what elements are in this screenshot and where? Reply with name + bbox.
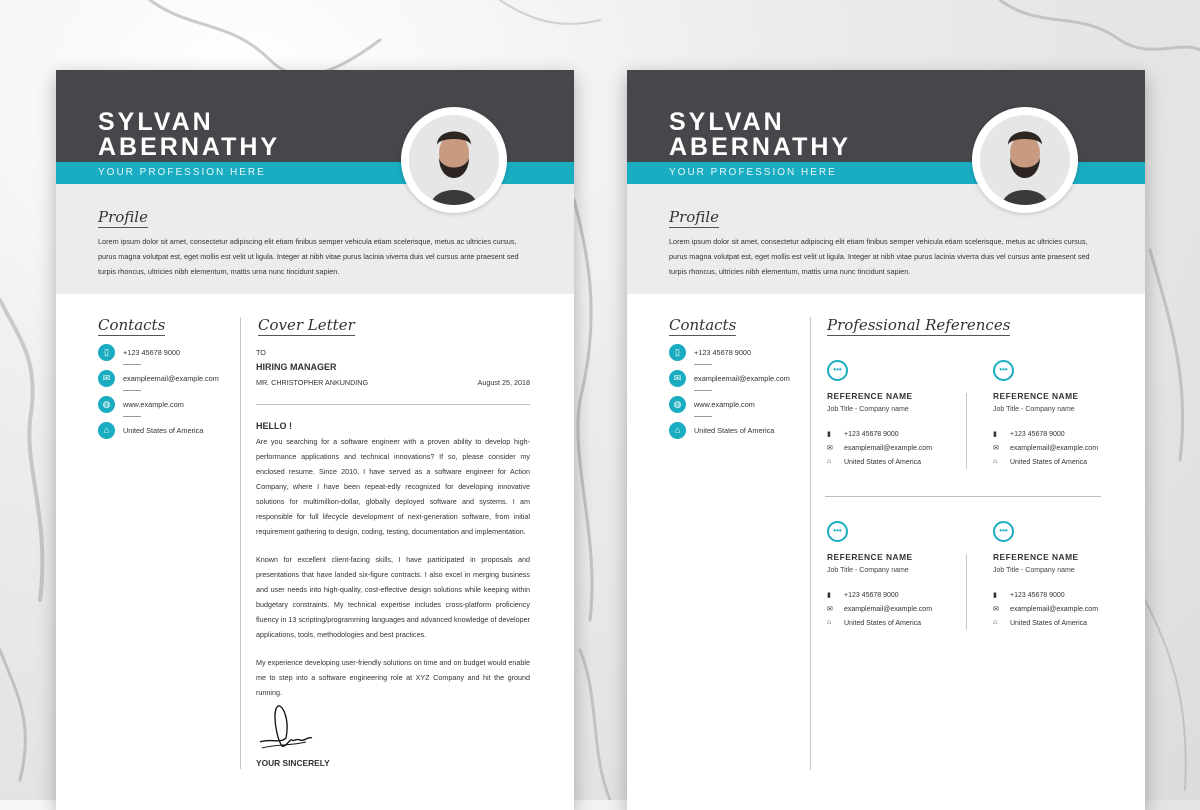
contact-phone-text: +123 45678 9000 [694,348,752,357]
chat-bubble-icon: ••• [827,360,848,381]
reference-name: REFERENCE NAME [993,391,1079,401]
candidate-name [98,110,280,160]
reference-address: ⌂ United States of America [827,619,922,627]
contacts-heading: Contacts [669,316,737,334]
first-name: SYLVAN [669,108,785,136]
profession-title: YOUR PROFESSION HERE [669,167,837,178]
contact-website [98,396,228,422]
chat-bubble-icon: ••• [993,521,1014,542]
chat-bubble-icon: ••• [827,521,848,542]
reference-job: Job Title - Company name [827,567,909,574]
letter-paragraph-3: My experience developing user-friendly solutions on time and on budget would enable me to step into a software engineering role at XYZ Company and hit the ground running. [256,658,530,697]
contact-website [669,396,799,422]
avatar [401,107,507,213]
contact-email-text: exampleemail@example.com [694,374,790,383]
contact-address [669,422,799,448]
profession-title: YOUR PROFESSION HERE [98,167,266,178]
contact-email [669,370,799,396]
divider [694,390,712,391]
portrait-photo [409,115,499,205]
contacts-heading: Contacts [98,316,166,334]
divider [694,416,712,417]
signature [256,698,316,754]
reference-phone: ▮ +123 45678 9000 [993,431,1065,438]
greeting: HELLO ! [256,421,292,431]
letter-paragraph-2: Known for excellent client-facing skills, I have participated in proposals and presentations that have landed six-figure contracts. I also excel in merging business and user needs into high-quality, cost-effective design solutions while keeping within budgetary constraints. My technical expertise includes cross-platform proficiency fluency in 13 scripting/programming languages and advanced knowledge of developer applications, tools, methodologies and best practices. [256,555,530,639]
reference-address: ⌂ United States of America [993,619,1088,627]
reference-card [993,521,1133,632]
profile-heading: Profile [669,208,719,226]
cover-letter-heading: Cover Letter [258,316,355,334]
globe-icon: ◍ [669,396,686,413]
phone-icon: ▮ [993,592,997,599]
phone-icon: ▮ [827,431,831,438]
recipient-title: HIRING MANAGER [256,362,337,372]
reference-job: Job Title - Company name [993,567,1075,574]
chat-bubble-icon: ••• [993,360,1014,381]
reference-address: ⌂ United States of America [993,458,1088,466]
last-name: ABERNATHY [669,133,852,161]
contact-website-text: www.example.com [694,400,755,409]
last-name: ABERNATHY [98,133,281,161]
letter-paragraph-1: Are you searching for a software engineer with a proven ability to develop high-performance applications and technical innovations? If so, please consider my enclosed resume. Since 2010, I have served as a software engineer for Action Company, where I have been repeat-edly recognized for developing innovative solutions for multimillion-dollar, globally deployed software and systems. I am responsible for full lifecycle development of next-generation software, from initial requirement gathering to design, coding, testing, documentation and implementation. [256,437,530,536]
reference-name: REFERENCE NAME [827,552,913,562]
reference-email: ✉ examplemail@example.com [993,606,1099,613]
reference-name: REFERENCE NAME [827,391,913,401]
home-icon: ⌂ [827,619,832,626]
reference-name: REFERENCE NAME [993,552,1079,562]
mail-icon: ✉ [993,606,999,613]
contact-address-text: United States of America [123,426,204,435]
contact-list [98,344,228,448]
contact-phone [98,344,228,370]
closing: YOUR SINCERELY [256,758,330,768]
references-heading: Professional References [827,316,1011,334]
phone-icon: ▮ [827,592,831,599]
reference-email: ✉ examplemail@example.com [827,445,933,452]
reference-card [993,360,1133,471]
home-icon: ⌂ [669,422,686,439]
mail-icon: ✉ [827,606,833,613]
contact-email [98,370,228,396]
reference-phone: ▮ +123 45678 9000 [993,592,1065,599]
phone-icon: ▯ [98,344,115,361]
reference-divider [966,393,967,469]
reference-email: ✉ examplemail@example.com [827,606,933,613]
references-page [627,70,1145,810]
contact-list [669,344,799,448]
reference-card [827,360,967,471]
avatar [972,107,1078,213]
mail-icon: ✉ [98,370,115,387]
first-name: SYLVAN [98,108,214,136]
reference-email: ✉ examplemail@example.com [993,445,1099,452]
reference-address: ⌂ United States of America [827,458,922,466]
contact-phone-text: +123 45678 9000 [123,348,181,357]
recipient-name: MR. CHRISTOPHER ANKUNDING [256,378,369,387]
reference-phone: ▮ +123 45678 9000 [827,592,899,599]
reference-divider [966,554,967,630]
contact-address [98,422,228,448]
profile-text: Lorem ipsum dolor sit amet, consectetur adipiscing elit etiam finibus semper vehicula etiam scelerisque, metus ac ultricies cursus, purus magna volutpat est, eget mollis est velit ut ligula. Integer at nibh vitae purus lacinia viverra duis vel cursus ante praesent sed turpis rhoncus, ultricies nibh elementum, mattis urna nunc tincidunt sapien. [98,237,519,276]
contact-address-text: United States of America [694,426,775,435]
reference-job: Job Title - Company name [827,406,909,413]
contact-email-text: exampleemail@example.com [123,374,219,383]
letter-date: August 25, 2018 [477,378,530,387]
cover-letter-page [56,70,574,810]
divider [123,390,141,391]
globe-icon: ◍ [98,396,115,413]
column-divider [240,317,241,769]
reference-phone: ▮ +123 45678 9000 [827,431,899,438]
phone-icon: ▮ [993,431,997,438]
profile-text: Lorem ipsum dolor sit amet, consectetur adipiscing elit etiam finibus semper vehicula etiam scelerisque, metus ac ultricies cursus, purus magna volutpat est, eget mollis est velit ut ligula. Integer at nibh vitae purus lacinia viverra duis vel cursus ante praesent sed turpis rhoncus, ultricies nibh elementum, mattis urna nunc tincidunt sapien. [669,237,1090,276]
mail-icon: ✉ [669,370,686,387]
portrait-photo [980,115,1070,205]
home-icon: ⌂ [993,458,998,465]
phone-icon: ▯ [669,344,686,361]
home-icon: ⌂ [993,619,998,626]
reference-job: Job Title - Company name [993,406,1075,413]
divider [825,496,1101,497]
mail-icon: ✉ [827,445,833,452]
to-label: TO [256,348,266,357]
divider [123,364,141,365]
reference-card [827,521,967,632]
profile-heading: Profile [98,208,148,226]
home-icon: ⌂ [98,422,115,439]
column-divider [810,317,811,770]
contact-phone [669,344,799,370]
candidate-name [669,110,851,160]
divider [694,364,712,365]
home-icon: ⌂ [827,458,832,465]
divider [123,416,141,417]
mail-icon: ✉ [993,445,999,452]
divider [256,404,530,405]
contact-website-text: www.example.com [123,400,184,409]
